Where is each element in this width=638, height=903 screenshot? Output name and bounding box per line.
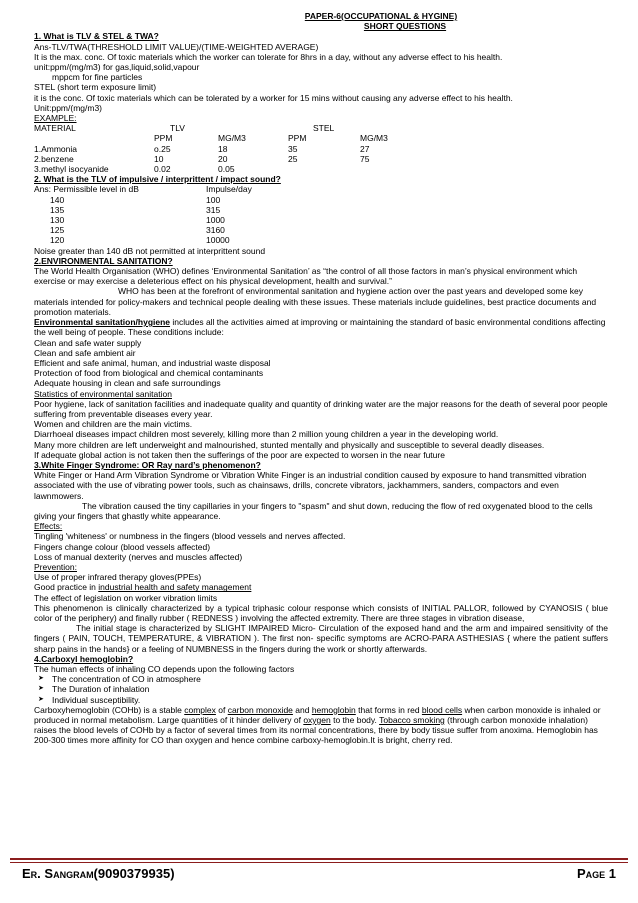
paragraph-text: The initial stage is characterized by SLIGHT IMPAIRED Micro- Circulation of the exposed hand and the arm and impaired sensitivity of the fingers ( PAIN, TOUCH, TEMPERATURE, & VIBRATION ). The first non- specific symptoms are ACRO-PARA ASTHESIAS { where the patient suffers sharp pains in the hands} or a feeling of NUMBNESS in the fingers during the work or shortly afterwards. <box>34 623 608 654</box>
example-label: EXAMPLE: <box>34 113 77 124</box>
list-item: Clean and safe ambient air <box>34 347 136 358</box>
paragraph <box>34 501 608 521</box>
table-cell: 125 <box>50 225 65 236</box>
q5-heading: 4.Carboxyl hemoglobin? <box>34 653 134 664</box>
paragraph: White Finger or Hand Arm Vibration Syndrome or Vibration White Finger is an industrial condition caused by exposure to hand transmitted vibration associated with the use of vibrating power tools, such as chainsaws, drills, concrete vibrators, jackhammers, sanders, compactors and even lawnmowers. <box>34 470 587 501</box>
bullet-text: The Duration of inhalation <box>52 684 150 695</box>
term: Environmental sanitation/hygiene <box>34 317 171 328</box>
table-header-cell: STEL <box>313 123 335 134</box>
table-header-cell: PPM <box>288 133 307 144</box>
list-item: Loss of manual dexterity (nerves and muscles affected) <box>34 551 243 562</box>
q1-heading: 1. What is TLV & STEL & TWA? <box>34 31 159 42</box>
q3-heading: 2.ENVIRONMENTAL SANITATION? <box>34 255 173 266</box>
table-cell: o.25 <box>154 143 171 154</box>
complex-link[interactable]: complex <box>184 704 216 715</box>
list-item: Efficient and safe animal, human, and industrial waste disposal <box>34 357 271 368</box>
list-item: Protection of food from biological and chemical contaminants <box>34 368 264 379</box>
section-subheading: Prevention: <box>34 561 77 572</box>
q1-line: unit:ppm/(mg/m3) for gas,liquid,solid,vapour <box>34 62 200 73</box>
arrow-bullet-icon: ➤ <box>38 685 44 693</box>
bullet-text: Individual susceptibility. <box>52 694 141 705</box>
q4-heading: 3.White Finger Syndrome: OR Ray nard’s phenomenon? <box>34 459 261 470</box>
table-cell: 1.Ammonia <box>34 143 77 154</box>
footer-text <box>10 863 628 881</box>
q1-line: mppcm for fine particles <box>52 72 143 83</box>
tobacco-smoking-link[interactable]: Tobacco smoking <box>379 715 445 726</box>
table-cell: 100 <box>206 194 221 205</box>
paragraph <box>34 317 608 337</box>
table-cell: 18 <box>218 143 228 154</box>
bullet-item <box>34 695 608 705</box>
table-cell: 0.05 <box>218 164 235 175</box>
table-row <box>34 144 608 154</box>
table-cell: 3.methyl isocyanide <box>34 164 109 175</box>
list-item-text: Good practice in <box>34 582 99 593</box>
list-item: The effect of legislation on worker vibration limits <box>34 592 218 603</box>
table-row <box>34 154 608 164</box>
tlv-table-subheader <box>34 133 608 143</box>
table-row <box>34 225 608 235</box>
arrow-bullet-icon: ➤ <box>38 675 44 683</box>
table-header-cell: MG/M3 <box>360 133 388 144</box>
table-header-cell: PPM <box>154 133 173 144</box>
table-row <box>34 235 608 245</box>
table-cell: 2.benzene <box>34 153 74 164</box>
table-row <box>34 195 608 205</box>
paragraph-text: Carboxyhemoglobin (COHb) is a stable <box>34 704 185 715</box>
bullet-item <box>34 684 608 694</box>
list-item: Tingling 'whiteness' or numbness in the fingers (blood vessels and nerves affected. <box>34 531 346 542</box>
table-cell: 3160 <box>206 225 225 236</box>
q1-line: It is the max. conc. Of toxic materials which the worker can tolerate for 8hrs in a day, without any adverse effect to his health. <box>34 51 503 62</box>
paragraph-text: that forms in red <box>355 704 422 715</box>
paragraph: Poor hygiene, lack of sanitation facilities and inadequate quality and quantity of drinking water are the major reasons for the death of several poor people suffering from preventable diseases every year. <box>34 398 608 419</box>
arrow-bullet-icon: ➤ <box>38 695 44 703</box>
paragraph-text: (through carbon monoxide inhalation) raises the blood levels of COHb by a factor of several times from its normal concentrations, there by body tissue suffer from anoxima. Hemoglobin has 200-300 times more affinity for CO than oxygen and hence combine carboxy-hemoglobin.It is bright, cherry red. <box>34 715 598 746</box>
paragraph: The World Health Organisation (WHO) defines ‘Environmental Sanitation’ as “the control of all those factors in man’s physical environment which exercise or may exercise a deleterious effect on his physical development, health and survival.” <box>34 266 578 287</box>
document-title: PAPER-6(OCCUPATIONAL & HYGINE) <box>304 11 458 21</box>
list-item: Adequate housing in clean and safe surroundings <box>34 378 221 389</box>
paragraph: Many more children are left underweight and malnourished, stunted mentally and physically and susceptible to several deadly diseases. <box>34 439 545 450</box>
table-cell: 20 <box>218 153 228 164</box>
page-number: Page 1 <box>576 866 616 881</box>
page-footer <box>10 858 628 881</box>
table-header-cell: Impulse/day <box>206 184 252 195</box>
q1-line: Unit:ppm/(mg/m3) <box>34 102 103 113</box>
table-row <box>34 205 608 215</box>
industrial-health-link[interactable]: industrial health and safety management <box>98 582 252 593</box>
section-subheading: Effects: <box>34 521 63 532</box>
table-cell: 120 <box>50 235 65 246</box>
table-header-cell: MG/M3 <box>218 133 246 144</box>
table-cell: 135 <box>50 204 65 215</box>
table-header-cell: TLV <box>170 123 185 134</box>
paragraph <box>34 286 608 317</box>
paragraph-text: when carbon monoxide is inhaled or produced in normal metabolism. Large quantities of it hinder delivery of <box>34 704 601 726</box>
table-header-cell: MATERIAL <box>34 123 76 134</box>
paragraph <box>34 623 608 654</box>
blood-cells-link[interactable]: blood cells <box>421 704 463 715</box>
list-item: Clean and safe water supply <box>34 337 142 348</box>
table-row <box>34 164 608 174</box>
list-item: Fingers change colour (blood vessels affected) <box>34 541 211 552</box>
table-cell: 35 <box>288 143 298 154</box>
paragraph-text: The vibration caused the tiny capillaries in your fingers to "spasm" and shut down, reducing the flow of red oxygenated blood to the cells giving your fingers that ghastly white appearance. <box>34 500 593 521</box>
document-subtitle: SHORT QUESTIONS <box>363 21 447 32</box>
tlv-table-header <box>34 123 608 133</box>
table-cell: 75 <box>360 153 370 164</box>
table-cell: 140 <box>50 194 65 205</box>
list-item <box>34 582 608 592</box>
footer-author: Er. Sangram(9090379935) <box>22 866 175 881</box>
paragraph <box>34 705 608 746</box>
paragraph: This phenomenon is clinically characterized by a typical triphasic colour response which consists of INITIAL PALLOR, followed by CYANOSIS ( blue color of the periphery) and finally rubber ( REDNESS ) involving the affected extremity. There are three stages in vibration disease, <box>34 602 608 623</box>
paragraph-text: and <box>292 704 312 715</box>
bullet-item <box>34 674 608 684</box>
table-cell: 27 <box>360 143 370 154</box>
paragraph: The human effects of inhaling CO depends upon the following factors <box>34 664 295 674</box>
table-cell: 315 <box>206 204 221 215</box>
paragraph-text: WHO has been at the forefront of environmental sanitation and hygiene action over the past years and developed some key materials intended for policy-makers and technical people dealing with these issues. These materials include guidelines, best practice documents and promotion materials. <box>34 286 597 317</box>
document-page <box>34 11 608 746</box>
paragraph: Women and children are the main victims. <box>34 419 193 430</box>
paragraph: Diarrhoeal diseases impact children most severely, killing more than 2 million young children a year in the developing world. <box>34 429 499 440</box>
footer-rule <box>10 858 628 860</box>
table-cell: 130 <box>50 215 65 226</box>
noise-table-header <box>34 184 608 194</box>
table-cell: 10 <box>154 153 164 164</box>
oxygen-link[interactable]: oxygen <box>303 715 331 726</box>
table-cell: 0.02 <box>154 164 171 175</box>
carbon-monoxide-link[interactable]: carbon monoxide <box>227 704 293 715</box>
section-subheading: Statistics of environmental sanitation <box>34 388 172 399</box>
table-cell: 10000 <box>206 235 230 246</box>
table-cell: 25 <box>288 153 298 164</box>
q2-note: Noise greater than 140 dB not permitted at interprittent sound <box>34 245 266 256</box>
table-header-cell: Ans: Permissible level in dB <box>34 184 139 195</box>
paragraph-text: includes all the activities aimed at improving or maintaining the standard of basic environmental conditions affecting the well being of people. These conditions include: <box>34 317 606 338</box>
list-item: Use of proper infrared therapy gloves(PPEs) <box>34 572 202 583</box>
paragraph: If adequate global action is not taken then the sufferings of the poor are expected to worsen in the near future <box>34 449 445 460</box>
q1-line: it is the conc. Of toxic materials which can be tolerated by a worker for 15 mins without causing any adverse effect to his health. <box>34 92 513 103</box>
q1-line: STEL (short term exposure limit) <box>34 82 157 93</box>
paragraph-text: of <box>215 704 228 715</box>
q2-heading: 2. What is the TLV of impulsive / interprittent / impact sound? <box>34 174 281 185</box>
q1-line: Ans-TLV/TWA(THRESHOLD LIMIT VALUE)/(TIME-WEIGHTED AVERAGE) <box>34 41 319 52</box>
paragraph-text: to the body. <box>330 715 380 726</box>
hemoglobin-link[interactable]: hemoglobin <box>311 704 356 715</box>
bullet-text: The concentration of CO in atmosphere <box>52 674 201 685</box>
table-row <box>34 215 608 225</box>
table-cell: 1000 <box>206 215 225 226</box>
